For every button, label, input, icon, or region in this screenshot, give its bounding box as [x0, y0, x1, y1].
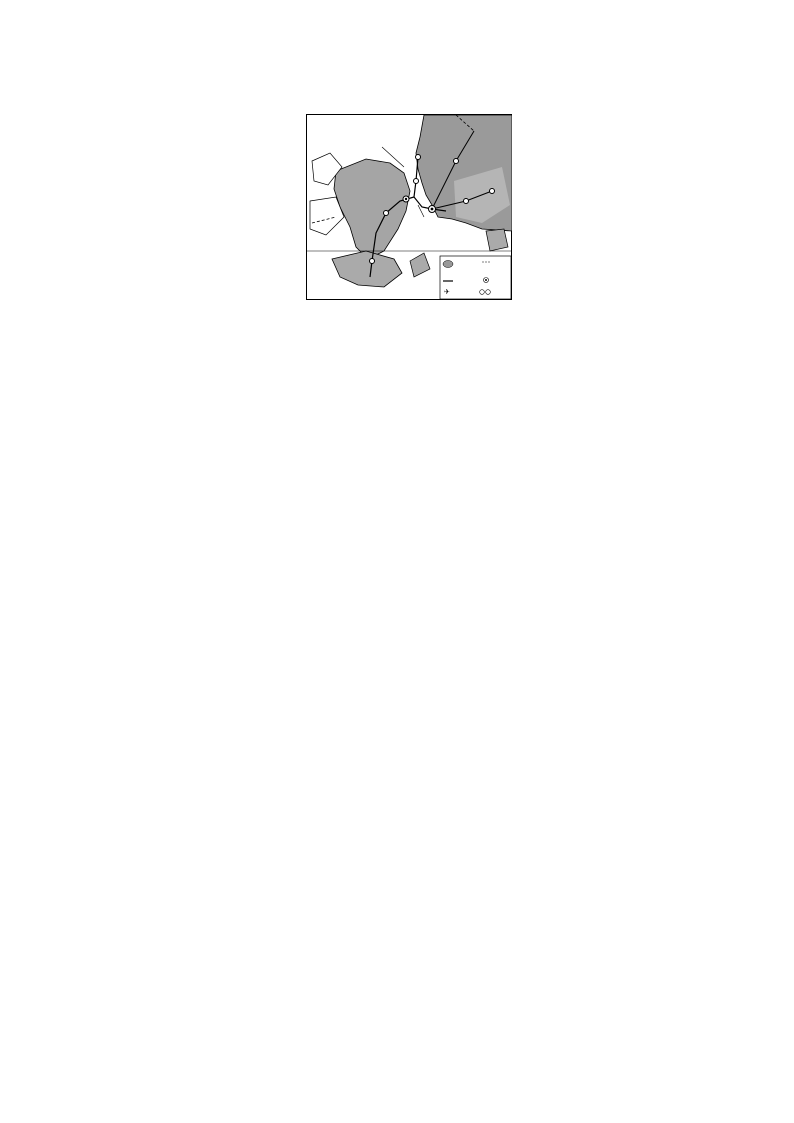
oresund-map [306, 101, 512, 301]
climate-figure [280, 784, 550, 1004]
map-legend [440, 256, 511, 299]
airport-icon: ✈ [444, 288, 450, 296]
